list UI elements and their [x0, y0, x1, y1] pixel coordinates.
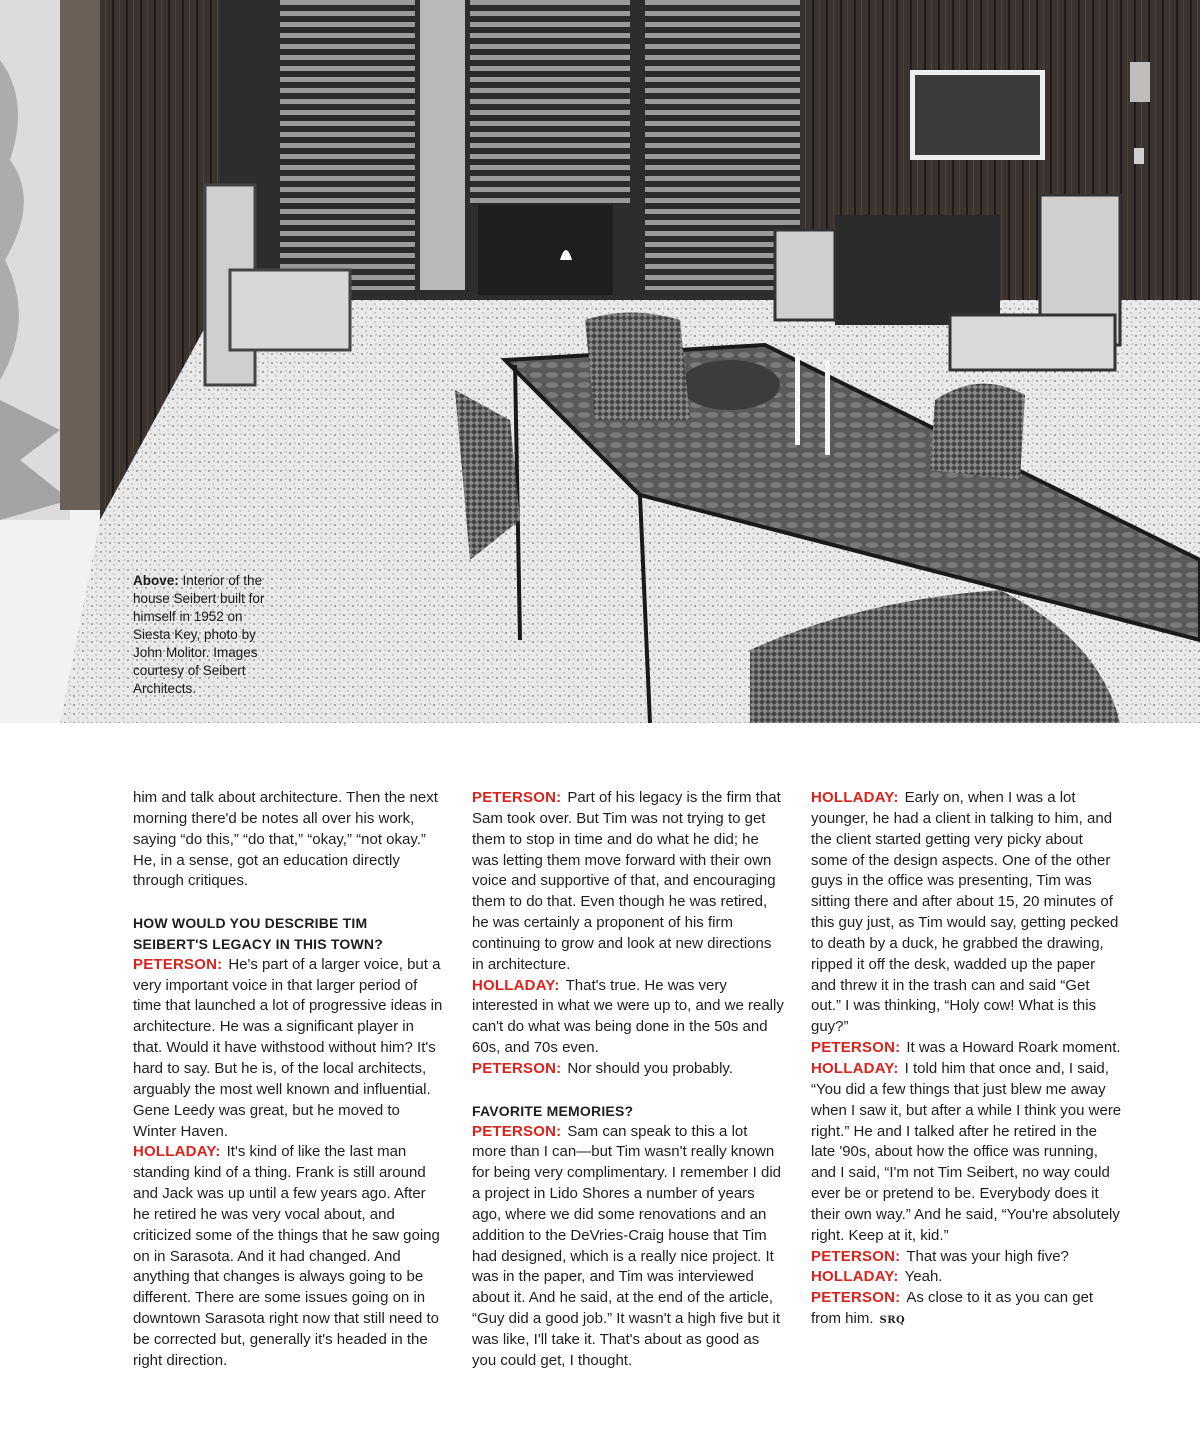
answer	[472, 1059, 784, 1080]
speaker-label: HOLLADAY:	[811, 1268, 899, 1286]
answer-text: It's kind of like the last man standing kind of a thing. Frank is still around and Jack was up until a few years ago. After he retired he was very vocal about, and criticized some of the things that he saw going on in Sarasota. And it had changed. And anything that changes is always going to be different. There are some issues going on in downtown Sarasota right now that still need to be corrected but, generally it's headed in the right direction.	[133, 1143, 440, 1369]
answer-text: As close to it as you can get from him.	[811, 1289, 1094, 1328]
column-3	[811, 788, 1123, 1332]
answer-text: That's true. He was very interested in what we were up to, and we really can't do what was being done in the 50s and 60s, and 70s even.	[472, 976, 784, 1057]
answer	[811, 1038, 1123, 1059]
answer	[472, 976, 784, 1059]
answer	[133, 955, 445, 1143]
answer	[811, 1267, 1123, 1288]
answer-text: It was a Howard Roark moment.	[906, 1039, 1121, 1057]
answer-text: Part of his legacy is the firm that Sam took over. But Tim was not trying to get them to stop in time and do what he did; he was letting them move forward with their own voice and supportive of that, and encouraging them to do that. Even though he was retired, he was certainly a proponent of his firm continuing to grow and look at new directions in architecture.	[472, 789, 781, 973]
speaker-label: PETERSON:	[133, 955, 223, 973]
speaker-label: HOLLADAY:	[811, 789, 899, 806]
answer	[133, 1142, 445, 1371]
photo-caption	[133, 572, 273, 698]
paragraph: him and talk about architecture. Then the next morning there'd be notes all over his work, saying “do this,” “do that,” “okay,” “not okay.” He, in a sense, got an education directly through critiques.	[133, 789, 438, 890]
speaker-label: HOLLADAY:	[811, 1059, 899, 1077]
answer-text: I told him that once and, I said, “You did a few things that just blew me away when I saw it, but after a while I think you were right.” He and I talked after he retired in the late '90s, about how the office was running, and I said, “I'm not Tim Seibert, no way could ever be or pretend to be. Everybody does it their own way.” And he said, “You're absolutely right. Keep at it, kid.”	[811, 1059, 1122, 1244]
speaker-label: PETERSON:	[811, 1289, 901, 1307]
answer	[811, 1247, 1123, 1268]
speaker-label: HOLLADAY:	[472, 976, 560, 994]
speaker-label: PETERSON:	[811, 1247, 901, 1265]
answer	[472, 788, 784, 976]
answer-text: That was your high five?	[906, 1247, 1069, 1265]
speaker-label: PETERSON:	[811, 1039, 901, 1057]
column-2	[472, 788, 784, 1372]
column-1	[133, 788, 445, 1372]
answer-text: He's part of a larger voice, but a very important voice in that larger period of time that launched a lot of progressive ideas in architecture. He was a significant player in that. Would it have withstood without him? It's hard to say. But he is, of the local architects, arguably the most well known and influential. Gene Leedy was great, but he moved to Winter Haven.	[133, 955, 443, 1140]
end-mark: SRQ	[879, 1315, 906, 1327]
speaker-label: HOLLADAY:	[133, 1143, 221, 1161]
speaker-label: PETERSON:	[472, 1059, 562, 1077]
answer	[472, 1122, 784, 1372]
answer-text: Yeah.	[904, 1268, 943, 1286]
answer-text: Sam can speak to this a lot more than I can—but Tim wasn't really known for being very complimentary. I remember I did a project in Lido Shores a number of years ago, where we did some renovations and an addition to the DeVries-Craig house that Tim had designed, which is a really nice project. It was in the paper, and Tim was interviewed about it. And he said, at the end of the article, “Guy did a good job.” It wasn't a high five but it was like, I'll take it. That's about as good as you could get, I thought.	[472, 1122, 782, 1369]
answer	[811, 1059, 1123, 1247]
caption-text: Interior of the house Seibert built for himself in 1952 on Siesta Key, photo by John Molitor. Images courtesy of Seibert Architects.	[133, 573, 265, 696]
caption-label: Above:	[133, 573, 179, 588]
speaker-label: PETERSON:	[472, 789, 562, 806]
interview-question: HOW WOULD YOU DESCRIBE TIM SEIBERT'S LEGACY IN THIS TOWN?	[133, 915, 383, 952]
answer-text: Nor should you probably.	[567, 1059, 733, 1077]
answer-text: Early on, when I was a lot younger, he had a client in talking to him, and the client started getting very picky about some of the design aspects. One of the other guys in the office was presenting, Tim was sitting there and after about 15, 20 minutes of this guy just, as Tim would say, getting pecked to death by a duck, he grabbed the drawing, ripped it off the desk, wadded up the paper and threw it in the trash can and said “Get out.” I was thinking, “Holy cow! What is this guy?”	[811, 789, 1119, 1036]
answer	[811, 1288, 1123, 1332]
answer	[811, 788, 1123, 1038]
speaker-label: PETERSON:	[472, 1122, 562, 1140]
interview-question: FAVORITE MEMORIES?	[472, 1102, 634, 1119]
